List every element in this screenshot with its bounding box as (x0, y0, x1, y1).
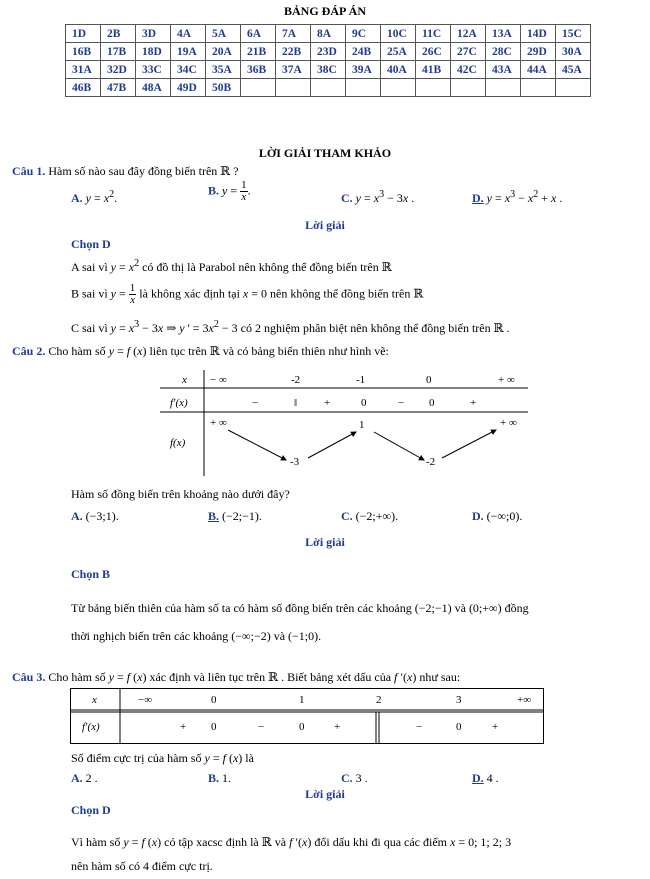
vt-x-val: -1 (356, 374, 366, 386)
q2-option-a: A. (−3;1). (71, 509, 119, 523)
vt-f-label: f(x) (170, 437, 186, 449)
q1-explain-a: A sai vì $y = x^2$ có đồ thị là Parabol nên không thể đồng biến trên ℝ (71, 258, 392, 274)
answer-cell: 39A (346, 61, 381, 79)
answer-cell: 40A (381, 61, 416, 79)
answer-cell: 34C (171, 61, 206, 79)
answer-cell: 49D (171, 79, 206, 97)
q2-option-c: C. (−2;+∞). (341, 509, 399, 523)
answer-cell: 12A (451, 25, 486, 43)
answer-cell: 25A (381, 43, 416, 61)
answer-cell (346, 79, 381, 97)
st-sign: + (334, 721, 341, 733)
answer-cell: 33C (136, 61, 171, 79)
vt-x-val: 0 (426, 374, 432, 386)
st-x-val: +∞ (517, 694, 532, 706)
q1-explain-b: B sai vì y = $\frac{1}{x}$ là không xác định tại x = 0 nên không thể đồng biến trên ℝ (71, 282, 424, 306)
q3-stem: Câu 3. Cho hàm số y = f (x) xác định và liên tục trên ℝ . Biết bảng xét dấu của f ′(x) như sau: (12, 670, 461, 684)
sign-table (70, 688, 545, 746)
answer-cell: 16B (66, 43, 101, 61)
answer-cell (241, 79, 276, 97)
answer-cell: 47B (101, 79, 136, 97)
answer-cell: 10C (381, 25, 416, 43)
st-fprime-label: f′(x) (82, 721, 100, 733)
answer-cell: 48A (136, 79, 171, 97)
st-x-label: x (92, 694, 97, 706)
answer-cell (521, 79, 556, 97)
vt-f-val: -2 (426, 456, 436, 468)
variation-table (160, 368, 530, 478)
q1-text: Hàm số nào sau đây đồng biến trên ℝ ? (48, 164, 239, 178)
answer-cell: 20A (206, 43, 241, 61)
st-sign: 0 (456, 721, 462, 733)
st-sign: + (180, 721, 187, 733)
vt-sign: + (324, 397, 331, 409)
solution-title: LỜI GIẢI THAM KHẢO (258, 146, 392, 160)
answer-cell: 5A (206, 25, 241, 43)
answer-cell: 13A (486, 25, 521, 43)
answer-cell: 8A (311, 25, 346, 43)
st-x-val: −∞ (138, 694, 153, 706)
vt-f-val: + ∞ (500, 417, 517, 429)
q1-chosen: Chọn D (71, 237, 111, 251)
vt-fprime-label: f′(x) (170, 397, 188, 409)
answer-key-table (65, 24, 591, 97)
q3-option-d: D. 4 . (472, 771, 499, 785)
answer-cell: 43A (486, 61, 521, 79)
answer-cell: 27C (451, 43, 486, 61)
answer-cell (556, 79, 591, 97)
q2-option-b: B. (−2;−1). (208, 509, 262, 523)
answer-cell: 15C (556, 25, 591, 43)
answer-cell: 11C (416, 25, 451, 43)
q2-chosen: Chọn B (71, 567, 111, 581)
q2-option-d: D. (−∞;0). (472, 509, 523, 523)
st-x-val: 3 (456, 694, 462, 706)
answer-cell (486, 79, 521, 97)
q3-explain-2: nên hàm số có 4 điểm cực trị. (71, 859, 213, 873)
vt-arrow-up (308, 432, 356, 458)
q1-solution-label: Lời giải (305, 218, 345, 232)
answer-cell (451, 79, 486, 97)
answer-cell: 1D (66, 25, 101, 43)
vt-sign: + (470, 397, 477, 409)
vt-f-val: -3 (290, 456, 300, 468)
vt-arrow-down (228, 430, 286, 460)
answer-cell: 28C (486, 43, 521, 61)
vt-arrow-up (442, 430, 496, 458)
q1-option-a: A. $y = x^2$. (71, 189, 118, 205)
q1-option-c: C. $y = x^3 - 3x$ . (341, 189, 415, 205)
q1-option-b: B. y = $\frac{1}{x}$ . (208, 179, 251, 203)
vt-sign: 0 (429, 397, 435, 409)
vt-x-val: -2 (291, 374, 301, 386)
answer-cell: 14D (521, 25, 556, 43)
answer-cell: 2B (101, 25, 136, 43)
st-sign: + (492, 721, 499, 733)
answer-cell: 21B (241, 43, 276, 61)
st-sign: 0 (299, 721, 305, 733)
vt-x-val: + ∞ (498, 374, 515, 386)
answer-cell: 18D (136, 43, 171, 61)
vt-sign: − (398, 397, 405, 409)
q3-chosen: Chọn D (71, 803, 111, 817)
q1-label: Câu 1. (12, 164, 46, 178)
answer-cell: 38C (311, 61, 346, 79)
q2-stem: Câu 2. Cho hàm số y = f (x) liên tục trên ℝ và có bảng biến thiên như hình vẽ: (12, 344, 389, 358)
q1-option-d: D. $y = x^3 - x^2 + x$ . (472, 189, 563, 205)
answer-cell: 17B (101, 43, 136, 61)
st-sign: − (416, 721, 423, 733)
q3-option-b: B. 1. (208, 771, 232, 785)
answer-cell: 31A (66, 61, 101, 79)
q3-solution-label: Lời giải (305, 787, 345, 801)
answer-cell: 41B (416, 61, 451, 79)
vt-arrow-down (374, 432, 424, 460)
answer-cell: 30A (556, 43, 591, 61)
answer-cell: 45A (556, 61, 591, 79)
answer-cell: 35A (206, 61, 241, 79)
answer-cell: 4A (171, 25, 206, 43)
answer-cell: 42C (451, 61, 486, 79)
st-sign: − (258, 721, 265, 733)
q1-stem (12, 164, 239, 179)
answer-cell: 32D (101, 61, 136, 79)
vt-x-label: x (182, 374, 187, 386)
answer-cell: 26C (416, 43, 451, 61)
answer-cell: 24B (346, 43, 381, 61)
answer-cell: 19A (171, 43, 206, 61)
answer-cell (416, 79, 451, 97)
answer-cell: 6A (241, 25, 276, 43)
answer-cell: 29D (521, 43, 556, 61)
st-sign: 0 (211, 721, 217, 733)
answer-cell: 23D (311, 43, 346, 61)
q3-option-c: C. 3 . (341, 771, 368, 785)
answer-cell: 44A (521, 61, 556, 79)
answer-cell: 50B (206, 79, 241, 97)
answer-cell: 22B (276, 43, 311, 61)
answer-cell: 46B (66, 79, 101, 97)
answer-cell: 37A (276, 61, 311, 79)
q1-explain-c: C sai vì $y = x^3 - 3x$ ⇒ y ' = $3x^2 - 3$ có 2 nghiệm phân biệt nên không thể đồng biến trên ℝ . (71, 319, 510, 335)
q3-option-a: A. 2 . (71, 771, 98, 785)
q2-question: Hàm số đồng biến trên khoảng nào dưới đây? (71, 487, 290, 501)
answer-cell (381, 79, 416, 97)
answer-cell: 36B (241, 61, 276, 79)
answer-cell: 3D (136, 25, 171, 43)
answer-key-title: BẢNG ĐÁP ÁN (283, 4, 366, 18)
vt-f-val: + ∞ (210, 417, 227, 429)
answer-cell: 9C (346, 25, 381, 43)
answer-cell (276, 79, 311, 97)
q2-explain-2: thời nghịch biến trên các khoảng (−∞;−2) và (−1;0). (71, 629, 322, 643)
q2-solution-label: Lời giải (305, 535, 345, 549)
q2-explain-1: Từ bảng biến thiên của hàm số ta có hàm số đồng biến trên các khoảng (−2;−1) và (0;+∞) đồng (71, 601, 529, 615)
st-x-val: 1 (299, 694, 305, 706)
st-x-val: 0 (211, 694, 217, 706)
vt-x-val: − ∞ (210, 374, 227, 386)
answer-cell (311, 79, 346, 97)
vt-f-val: 1 (359, 419, 365, 431)
vt-sign: ‖ (294, 397, 298, 409)
q3-explain-1: Vì hàm số y = f (x) có tập xacsc định là ℝ và f ′(x) đổi dấu khi đi qua các điểm x = 0; 1; 2; 3 (71, 835, 512, 849)
vt-sign: − (252, 397, 259, 409)
q3-question: Số điểm cực trị của hàm số y = f (x) là (71, 751, 254, 765)
answer-cell: 7A (276, 25, 311, 43)
vt-sign: 0 (361, 397, 367, 409)
st-x-val: 2 (376, 694, 382, 706)
